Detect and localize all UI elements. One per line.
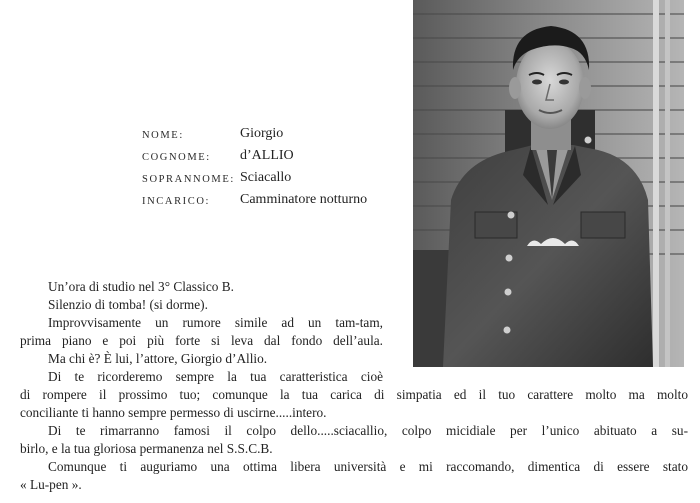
- portrait-illustration: [413, 0, 684, 367]
- soprannome-label: SOPRANNOME:: [142, 174, 235, 185]
- nome-value: Giorgio: [240, 126, 284, 141]
- body-line-12: « Lu-pen ».: [20, 477, 82, 492]
- portrait-photo: [413, 0, 684, 367]
- body-line-2: Silenzio di tomba! (si dorme).: [48, 297, 208, 312]
- field-soprannome: [142, 170, 402, 190]
- field-cognome: [142, 148, 402, 168]
- cognome-value: d’ALLIO: [240, 148, 294, 163]
- body-line-9: Di te rimarranno famosi il colpo dello.....sciacallio, colpo micidiale per l’unico abituato a su-: [48, 423, 688, 438]
- body-line-11: Comunque ti auguriamo una ottima libera università e mi raccomando, dimentica di essere stato: [48, 459, 688, 474]
- body-line-3: Improvvisamente un rumore simile ad un tam-tam,: [48, 315, 383, 330]
- field-incarico: [142, 192, 402, 212]
- body-line-10: birlo, e la tua gloriosa permanenza nel S.S.C.B.: [20, 441, 273, 456]
- body-line-1: Un’ora di studio nel 3° Classico B.: [48, 279, 234, 294]
- incarico-label: INCARICO:: [142, 196, 211, 207]
- body-line-4: prima piano e poi più forte si leva dal fondo dell’aula.: [20, 333, 383, 348]
- body-line-5: Ma chi è? È lui, l’attore, Giorgio d’Allio.: [48, 351, 268, 366]
- soprannome-value: Sciacallo: [240, 170, 292, 185]
- body-line-7: di rompere il prossimo tuo; comunque la tua carica di simpatia ed il tuo carattere molto ma molto: [20, 387, 688, 402]
- body-line-8: conciliante ti hanno sempre permesso di uscirne.....intero.: [20, 405, 327, 420]
- body-line-6: Di te ricorderemo sempre la tua caratteristica cioè: [48, 369, 383, 384]
- incarico-value: Camminatore notturno: [240, 192, 368, 207]
- nome-label: NOME:: [142, 130, 184, 141]
- field-nome: [142, 126, 402, 146]
- cognome-label: COGNOME:: [142, 152, 211, 163]
